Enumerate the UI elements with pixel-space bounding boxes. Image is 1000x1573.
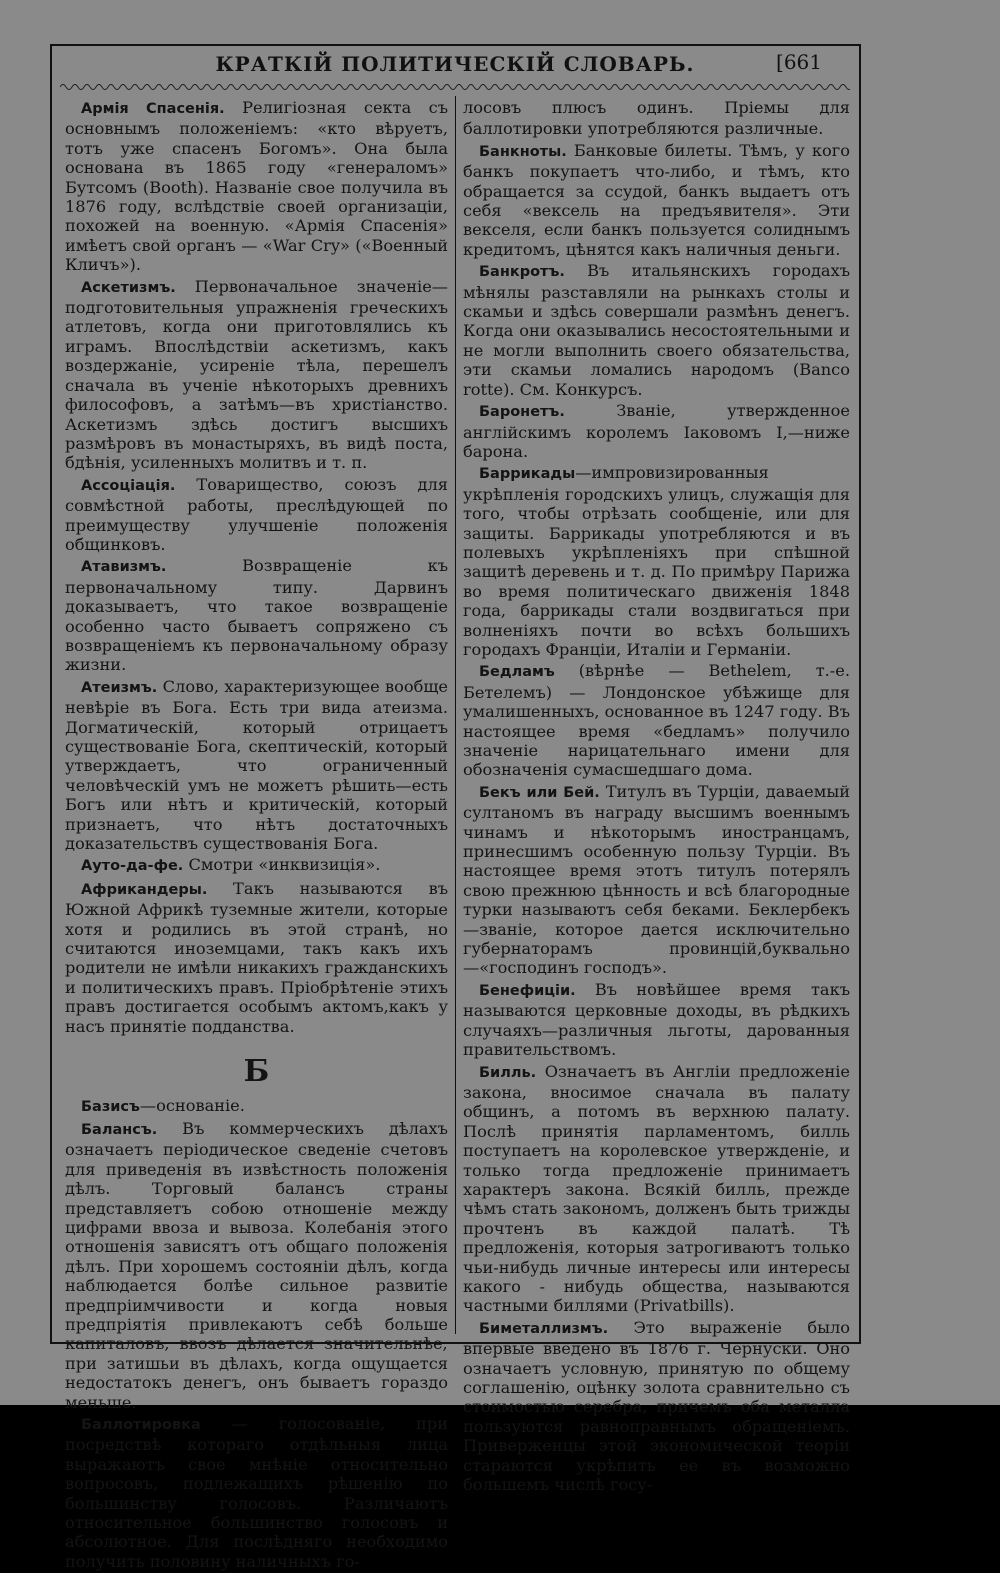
entry-term: Баронетъ. bbox=[479, 404, 565, 421]
entry-bek-ili-bey bbox=[463, 782, 850, 978]
entry-balans bbox=[65, 1119, 448, 1412]
entry-text: Званіе, утвержденное англійскимъ королемъ Іаковомъ I,—ниже барона. bbox=[463, 401, 850, 461]
column-divider bbox=[455, 96, 456, 1334]
entry-text: Въ итальянскихъ городахъ мѣнялы разставляли на рынкахъ столы и скамьи и здѣсь совершали размѣнъ денегъ. Когда они оказывались несостоятельными и не могли выполнить своего обязательства, эти скамьи ломались народомъ (Banco rotte). См. Конкурсъ. bbox=[463, 261, 850, 399]
entry-text: лосовъ плюсъ одинъ. Пріемы для баллотировки употребляются различные. bbox=[463, 98, 850, 139]
entry-term: Банкноты. bbox=[479, 143, 567, 160]
entry-bankrot bbox=[463, 261, 850, 399]
entry-armiya-spaseniya bbox=[65, 98, 448, 275]
header-title: КРАТКІЙ ПОЛИТИЧЕСКІЙ СЛОВАРЬ. bbox=[215, 52, 695, 76]
entry-auto-da-fe bbox=[65, 855, 448, 876]
entry-term: Атавизмъ. bbox=[81, 559, 167, 576]
entry-term: Аскетизмъ. bbox=[81, 279, 176, 296]
entry-ateizm bbox=[65, 677, 448, 854]
wavy-rule bbox=[60, 80, 850, 94]
left-column bbox=[65, 98, 448, 1573]
entry-term: Билль. bbox=[479, 1064, 537, 1081]
entry-term: Базисъ bbox=[81, 1098, 140, 1115]
entry-text: Титулъ въ Турціи, даваемый султаномъ въ награду высшимъ военнымъ чинамъ и нѣкоторымъ иностранцамъ, принесшимъ особенную пользу Турціи. Въ настоящее время этотъ титулъ потерялъ свою прежнюю цѣнность и всѣ благородные турки называютъ себя беками. Беклербекъ—званіе, которое дается исключительно губернаторамъ провинцій,буквально—«господинъ господъ». bbox=[463, 781, 851, 978]
entry-term: Армія Спасенія. bbox=[81, 101, 225, 117]
entry-text: Банковые билеты. Тѣмъ, у кого банкъ покупаетъ что-либо, и тѣмъ, кто обращается за ссудой, банкъ выдаетъ отъ себя «вексель на предъявителя». Эти векселя, если банкъ пользуется солиднымъ кредитомъ, цѣнятся какъ наличныя деньги. bbox=[463, 140, 850, 259]
entry-text: Первоначальное значеніе—подготовительныя упражненія греческихъ атлетовъ, когда они приготовлялись къ играмъ. Впослѣдствіи аскетизмъ, какъ воздержаніе, усиреніе тѣла, перешелъ сначала въ ученіе нѣкоторыхъ древнихъ философовъ, а затѣмъ—въ христіанство. Аскетизмъ здѣсь достигъ высшихъ размѣровъ въ монастыряхъ, въ видѣ поста, бдѣнія, усиленныхъ молитвъ и т. п. bbox=[65, 276, 448, 473]
entry-term: Балансъ. bbox=[81, 1121, 158, 1138]
entry-term: Бенефиціи. bbox=[479, 982, 576, 999]
entry-term: Бекъ или Бей. bbox=[479, 784, 600, 801]
entry-term: Бедламъ bbox=[479, 664, 555, 681]
entry-barrikady bbox=[463, 463, 850, 659]
entry-term: Баррикады bbox=[479, 466, 576, 483]
entry-term: Африкандеры. bbox=[81, 881, 208, 898]
entry-text: Означаетъ въ Англіи предложеніе закона, вносимое сначала въ палату общинъ, а потомъ въ верхнюю палату. Послѣ принятія парламентомъ, билль поступаетъ на королевское утвержденіе, и только тогда предложеніе принимаетъ характеръ закона. Всякій билль, прежде чѣмъ стать закономъ, долженъ быть трижды прочтенъ въ каждой палатѣ. Тѣ предложенія, которыя затрогиваютъ только чьи-нибудь личные интересы или интересы какого - нибудь общества, называются частными биллями (Privatbills). bbox=[463, 1061, 850, 1316]
entry-bedlam bbox=[463, 661, 850, 779]
page-number: [661 bbox=[776, 50, 822, 74]
entry-text: Товарищество, союзъ для совмѣстной работы, преслѣдующей по преимуществу улучшеніе положенія общинковъ. bbox=[65, 474, 448, 554]
entry-text: Религіозная секта съ основнымъ положеніемъ: «кто вѣруетъ, тотъ уже спасенъ Богомъ». Она была основана въ 1865 году «генераломъ» Бутсомъ (Booth). Названіе свое получила въ 1876 году, вслѣдствіе своей организаціи, похожей на военную. «Армія Спасенія» имѣетъ свой органъ — «War Cry» («Военный Кличъ»). bbox=[65, 98, 448, 275]
entry-afrikandery bbox=[65, 879, 448, 1036]
entry-banknoty bbox=[463, 141, 850, 259]
entry-benefitsii bbox=[463, 980, 850, 1060]
entry-ballotirovka bbox=[65, 1414, 448, 1571]
entry-text: Въ коммерческихъ дѣлахъ означаетъ періодическое сведеніе счетовъ для приведенія въ извѣстность положенія дѣлъ. Торговый балансъ страны представляетъ собою отношеніе между цифрами ввоза и вывоза. Колебанія этого отношенія зависятъ отъ общаго положенія дѣлъ. При хорошемъ состояніи дѣлъ, когда наблюдается болѣе сильное развитіе предпріимчивости и когда новыя предпріятія привлекаютъ себѣ больше капиталовъ, ввозъ дѣлается значительнѣе; при затишьи въ дѣлахъ, когда ощущается недостатокъ денегъ, онъ бываетъ гораздо меньше. bbox=[65, 1118, 448, 1412]
entry-term: Атеизмъ. bbox=[81, 679, 158, 696]
entry-text: Слово, характеризующее вообще невѣріе въ Бога. Есть три вида атеизма. Догматическій, который отрицаетъ существованіе Бога, скептическій, который утверждаетъ, что ограниченный человѣческій умъ не можетъ рѣшить—есть Богъ или нѣтъ и критическій, который признаетъ, что нѣтъ достаточныхъ доказательствъ существованія Бога. bbox=[65, 676, 448, 854]
entry-text: — голосованіе, при посредствѣ котораго отдѣльныя лица выражаютъ свое мнѣніе относительно вопросовъ, подлежащихъ рѣшенію по большинству голосовъ. Различаютъ относительное большинство голосовъ и абсолютное. Для послѣдняго необходимо получить половину наличныхъ го- bbox=[65, 1414, 448, 1571]
entry-text: Смотри «инквизиція». bbox=[183, 855, 381, 875]
entry-assotsiatsiya bbox=[65, 475, 448, 555]
entry-term: Банкротъ. bbox=[479, 264, 565, 281]
entry-text: —основаніе. bbox=[139, 1095, 245, 1115]
right-column bbox=[463, 98, 850, 1496]
section-letter: Б bbox=[243, 1054, 270, 1090]
entry-bimetallizm bbox=[463, 1318, 850, 1495]
entry-atavizm bbox=[65, 556, 448, 674]
entry-bill bbox=[463, 1062, 850, 1316]
entry-term: Биметаллизмъ. bbox=[479, 1320, 609, 1337]
entry-term: Баллотировка bbox=[81, 1417, 201, 1433]
entry-text: Въ новѣйшее время такъ называются церковные доходы, въ рѣдкихъ случаяхъ—различныя льготы, дарованныя правительствомъ. bbox=[463, 979, 850, 1060]
entry-text: (вѣрнѣе — Bethelem, т.-е. Бетелемъ) — Лондонское убѣжище для умалишенныхъ, основанное въ 1247 году. Въ настоящее время «бедламъ» получило значеніе нарицательнаго имени для обозначенія сумасшедшаго дома. bbox=[463, 661, 850, 780]
entry-text: Такъ называются въ Южной Африкѣ туземные жители, которые хотя и родились въ этой странѣ, но считаются иноземцами, такъ какъ ихъ родители не имѣли никакихъ гражданскихъ и политическихъ правъ. Пріобрѣтеніе этихъ правъ достигается особымъ актомъ,какъ у насъ принятіе подданства. bbox=[65, 878, 448, 1036]
entry-asketizm bbox=[65, 277, 448, 473]
entry-text: Возвращеніе къ первоначальному типу. Дарвинъ доказываетъ, что такое возвращеніе особенно часто бываетъ сопряжено съ возвращеніемъ къ первоначальному образу жизни. bbox=[65, 556, 448, 675]
entry-bazis bbox=[65, 1096, 448, 1117]
entry-term: Ассоціація. bbox=[81, 477, 176, 494]
entry-term: Ауто-да-фе. bbox=[81, 858, 184, 875]
entry-baronet bbox=[463, 401, 850, 461]
entry-text: —импровизированныя укрѣпленія городскихъ улицъ, служащія для того, чтобы отрѣзать сообщеніе, или для защиты. Баррикады употребляются и въ полевыхъ укрѣпленіяхъ при спѣшной защитѣ деревень и т. д. По примѣру Парижа во время политическаго движенія 1848 года, баррикады стали воздвигаться при волненіяхъ почти во всѣхъ большихъ городахъ Франціи, Италіи и Германіи. bbox=[463, 463, 850, 659]
entry-continuation bbox=[463, 98, 850, 139]
entry-text: Это выраженіе было впервые введено въ 1876 г. Чернуски. Оно означаетъ условную, принятую по общему соглашенію, оцѣнку золота сравнительно съ стоимостью серебра, причемъ оба металла пользуются равноправнымъ обращеніемъ. Приверженцы этой экономической теоріи стараются укрѣпить ее въ возможно большемъ числѣ госу- bbox=[463, 1317, 850, 1495]
